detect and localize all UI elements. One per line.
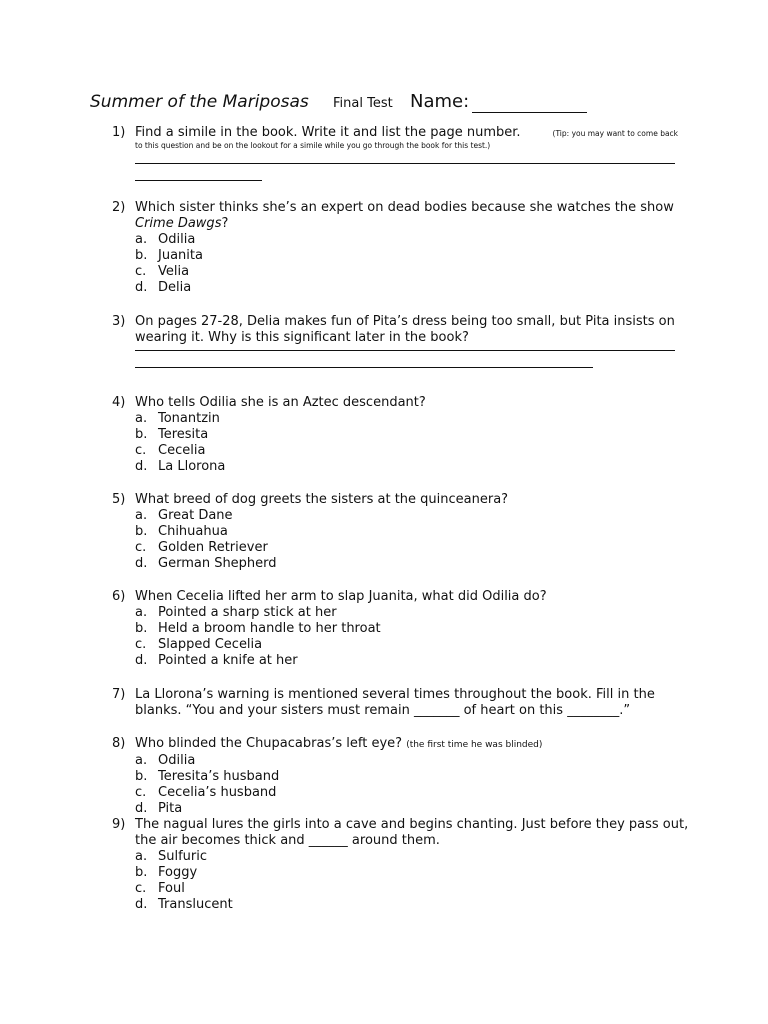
option-b[interactable]: b. Juanita	[135, 248, 203, 263]
option-d[interactable]: d. German Shepherd	[135, 556, 277, 571]
option-c[interactable]: c. Golden Retriever	[135, 540, 268, 555]
option-b[interactable]: b. Teresita’s husband	[135, 769, 280, 784]
question-text: Who blinded the Chupacabras’s left eye?	[135, 736, 403, 751]
option-c[interactable]: c. Foul	[135, 881, 185, 896]
option-d[interactable]: d. Pointed a knife at her	[135, 653, 298, 668]
option-a[interactable]: a. Great Dane	[135, 508, 233, 523]
options-list	[135, 753, 680, 817]
option-a[interactable]: a. Pointed a sharp stick at her	[135, 605, 337, 620]
question-text: Which sister thinks she’s an expert on dead bodies because she watches the show	[135, 200, 674, 215]
question-number: 2)	[112, 200, 126, 215]
option-c[interactable]: c. Velia	[135, 264, 190, 279]
question-number: 9)	[112, 817, 126, 832]
options-list	[135, 232, 680, 296]
test-subtitle: Final Test	[333, 96, 393, 111]
answer-line[interactable]	[135, 350, 675, 351]
question-number: 4)	[112, 395, 126, 410]
options-list	[135, 411, 680, 475]
question-text-line1: The nagual lures the girls into a cave and begins chanting. Just before they pass out,	[135, 817, 689, 832]
option-d[interactable]: d. Pita	[135, 801, 183, 816]
question-note: (the first time he was blinded)	[406, 740, 543, 750]
option-c[interactable]: c. Cecelia’s husband	[135, 785, 277, 800]
question-text-line2: wearing it. Why is this significant later in the book?	[135, 330, 469, 345]
option-a[interactable]: a. Odilia	[135, 232, 196, 247]
option-b[interactable]: b. Held a broom handle to her throat	[135, 621, 381, 636]
test-header	[90, 92, 690, 122]
question-text-line2: blanks. “You and your sisters must remain _______ of heart on this ________.”	[135, 703, 631, 718]
question-text: Find a simile in the book. Write it and list the page number.	[135, 125, 521, 140]
option-c[interactable]: c. Slapped Cecelia	[135, 637, 263, 652]
option-a[interactable]: a. Tonantzin	[135, 411, 220, 426]
question-number: 5)	[112, 492, 126, 507]
book-title: Summer of the Mariposas	[90, 92, 309, 112]
question-number: 7)	[112, 687, 126, 702]
option-b[interactable]: b. Chihuahua	[135, 524, 228, 539]
option-b[interactable]: b. Foggy	[135, 865, 198, 880]
tip-text-part1: (Tip: you may want to come back	[552, 129, 679, 138]
name-label: Name:	[410, 91, 470, 112]
option-d[interactable]: d. Delia	[135, 280, 192, 295]
question-number: 8)	[112, 736, 126, 751]
question-number: 1)	[112, 125, 126, 140]
answer-line[interactable]	[135, 180, 262, 181]
option-d[interactable]: d. Translucent	[135, 897, 233, 912]
option-c[interactable]: c. Cecelia	[135, 443, 206, 458]
options-list	[135, 849, 680, 913]
option-a[interactable]: a. Odilia	[135, 753, 196, 768]
option-a[interactable]: a. Sulfuric	[135, 849, 208, 864]
options-list	[135, 605, 680, 669]
question-text: Who tells Odilia she is an Aztec descendant?	[135, 395, 426, 410]
question-number: 3)	[112, 314, 126, 329]
options-list	[135, 508, 680, 572]
show-title: Crime Dawgs	[135, 216, 222, 231]
question-text-line1: La Llorona’s warning is mentioned several times throughout the book. Fill in the	[135, 687, 655, 702]
question-number: 6)	[112, 589, 126, 604]
answer-line[interactable]	[135, 367, 593, 368]
question-text: What breed of dog greets the sisters at the quinceanera?	[135, 492, 509, 507]
question-text-line1: On pages 27-28, Delia makes fun of Pita’s dress being too small, but Pita insists on	[135, 314, 675, 329]
option-b[interactable]: b. Teresita	[135, 427, 209, 442]
answer-line[interactable]	[135, 163, 675, 164]
tip-text-part2: to this question and be on the lookout for a simile while you go through the book for this test.)	[135, 141, 491, 150]
name-blank-line[interactable]	[472, 112, 587, 113]
question-text: When Cecelia lifted her arm to slap Juanita, what did Odilia do?	[135, 589, 547, 604]
option-d[interactable]: d. La Llorona	[135, 459, 226, 474]
question-text-line2: the air becomes thick and ______ around them.	[135, 833, 440, 848]
